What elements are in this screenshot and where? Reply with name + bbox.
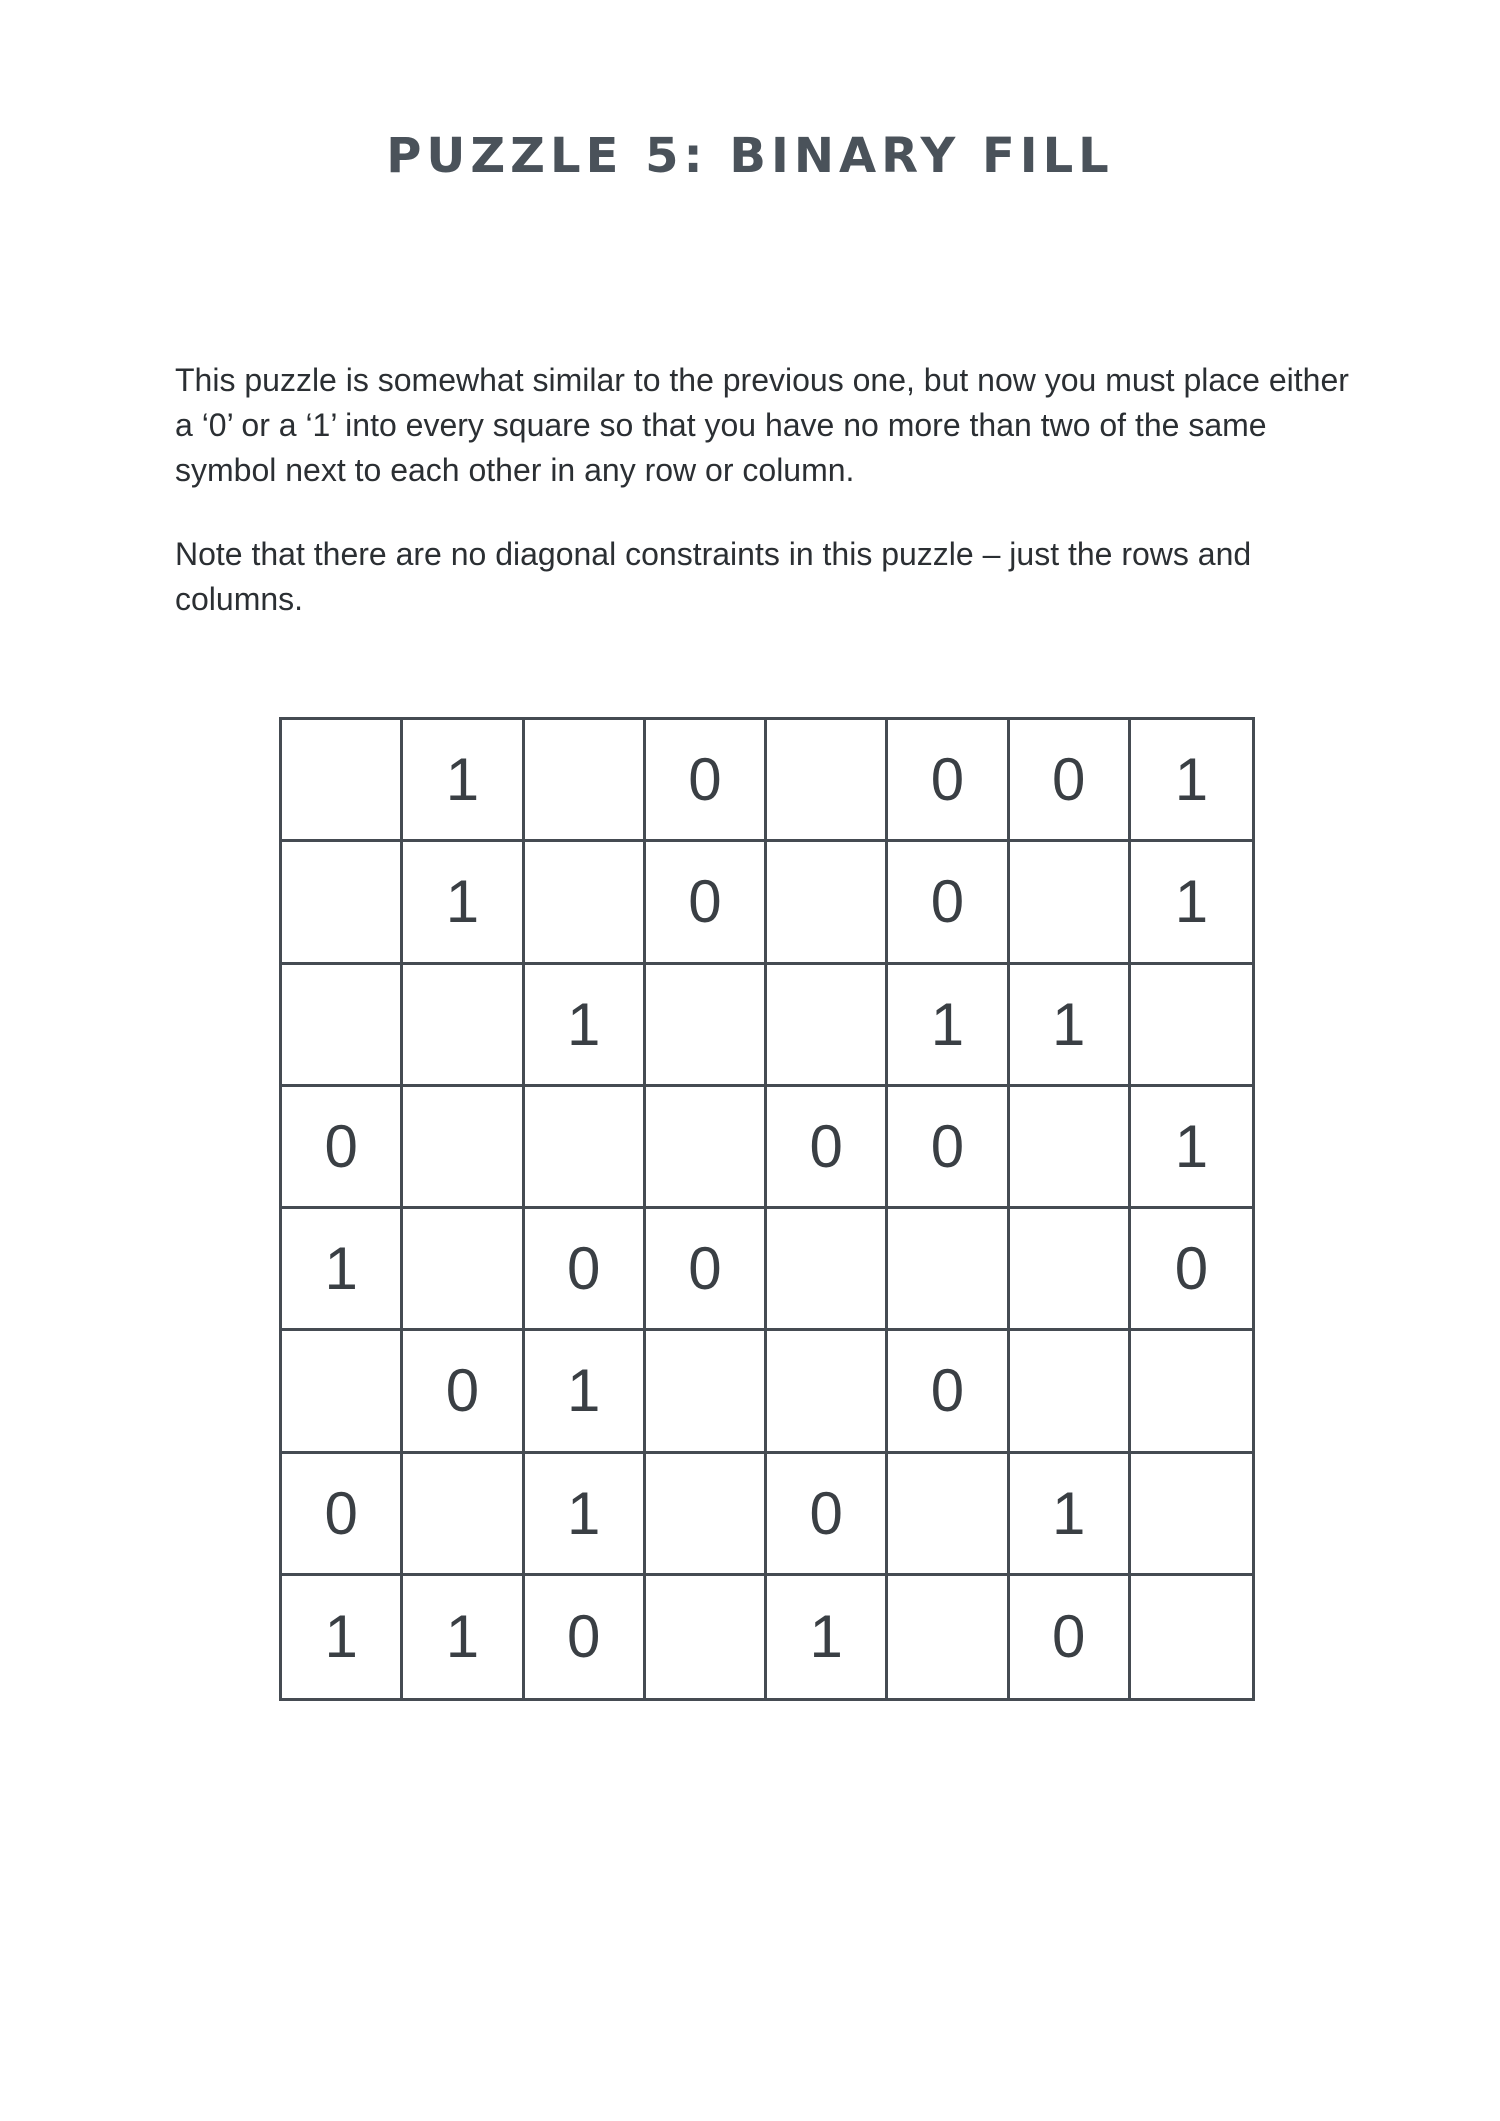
puzzle-grid	[279, 717, 1255, 1701]
grid-cell-empty[interactable]	[646, 965, 767, 1087]
grid-cell-empty[interactable]	[767, 1331, 888, 1453]
grid-cell-empty[interactable]	[525, 1087, 646, 1209]
grid-cell-given: 0	[888, 842, 1009, 964]
instructions-text-1: This puzzle is somewhat similar to the previous one, but now you must place either a ‘0’ or a ‘1’ into every square so that you have no more than two of the same symbol next to each other in any row or column.	[175, 362, 1349, 488]
grid-cell-empty[interactable]	[646, 1454, 767, 1576]
grid-cell-given: 0	[888, 1331, 1009, 1453]
grid-cell-empty[interactable]	[1010, 1087, 1131, 1209]
grid-cell-empty[interactable]	[767, 1209, 888, 1331]
grid-cell-given: 0	[403, 1331, 524, 1453]
page-title: PUZZLE 5: BINARY FILL	[386, 128, 1114, 184]
grid-cell-given: 1	[403, 842, 524, 964]
grid-cell-given: 0	[1010, 720, 1131, 842]
grid-cell-given: 1	[1131, 1087, 1252, 1209]
grid-cell-given: 0	[646, 1209, 767, 1331]
grid-cell-given: 0	[646, 842, 767, 964]
grid-cell-given: 1	[1131, 842, 1252, 964]
grid-cell-empty[interactable]	[1010, 1209, 1131, 1331]
grid-cell-empty[interactable]	[646, 1331, 767, 1453]
grid-cell-given: 0	[888, 1087, 1009, 1209]
grid-cell-given: 0	[525, 1209, 646, 1331]
grid-cell-given: 1	[525, 1331, 646, 1453]
grid-cell-given: 1	[525, 965, 646, 1087]
grid-cell-given: 0	[646, 720, 767, 842]
grid-cell-empty[interactable]	[282, 965, 403, 1087]
grid-cell-given: 0	[888, 720, 1009, 842]
grid-cell-given: 0	[1010, 1576, 1131, 1698]
grid-cell-given: 1	[282, 1209, 403, 1331]
grid-cell-empty[interactable]	[525, 842, 646, 964]
grid-cell-given: 1	[1010, 965, 1131, 1087]
grid-cell-given: 1	[1010, 1454, 1131, 1576]
grid-cell-given: 0	[525, 1576, 646, 1698]
grid-cell-given: 0	[767, 1087, 888, 1209]
grid-cell-empty[interactable]	[282, 842, 403, 964]
grid-cell-given: 0	[1131, 1209, 1252, 1331]
grid-cell-given: 0	[767, 1454, 888, 1576]
grid-cell-empty[interactable]	[1010, 842, 1131, 964]
grid-cell-empty[interactable]	[1131, 965, 1252, 1087]
grid-cell-empty[interactable]	[403, 1209, 524, 1331]
grid-cell-empty[interactable]	[1131, 1454, 1252, 1576]
grid-cell-empty[interactable]	[646, 1576, 767, 1698]
grid-cell-empty[interactable]	[282, 1331, 403, 1453]
grid-cell-empty[interactable]	[1010, 1331, 1131, 1453]
grid-cell-empty[interactable]	[403, 1087, 524, 1209]
grid-cell-empty[interactable]	[767, 720, 888, 842]
grid-cell-given: 1	[403, 720, 524, 842]
grid-cell-empty[interactable]	[525, 720, 646, 842]
grid-cell-empty[interactable]	[646, 1087, 767, 1209]
grid-cell-given: 1	[282, 1576, 403, 1698]
grid-cell-empty[interactable]	[888, 1576, 1009, 1698]
grid-cell-empty[interactable]	[403, 1454, 524, 1576]
grid-cell-given: 1	[403, 1576, 524, 1698]
grid-cell-empty[interactable]	[767, 842, 888, 964]
grid-cell-given: 1	[1131, 720, 1252, 842]
grid-cell-empty[interactable]	[282, 720, 403, 842]
grid-cell-empty[interactable]	[1131, 1331, 1252, 1453]
grid-cell-empty[interactable]	[403, 965, 524, 1087]
grid-cell-empty[interactable]	[767, 965, 888, 1087]
instructions-paragraph-2	[175, 532, 1375, 622]
grid-cell-given: 1	[888, 965, 1009, 1087]
grid-cell-given: 0	[282, 1087, 403, 1209]
instructions-paragraph-1	[175, 358, 1375, 493]
grid-cell-empty[interactable]	[888, 1209, 1009, 1331]
grid-cell-empty[interactable]	[1131, 1576, 1252, 1698]
grid-cell-given: 1	[525, 1454, 646, 1576]
grid-cell-given: 0	[282, 1454, 403, 1576]
grid-cell-empty[interactable]	[888, 1454, 1009, 1576]
instructions-text-2: Note that there are no diagonal constraints in this puzzle – just the rows and columns.	[175, 536, 1252, 617]
grid-cell-given: 1	[767, 1576, 888, 1698]
